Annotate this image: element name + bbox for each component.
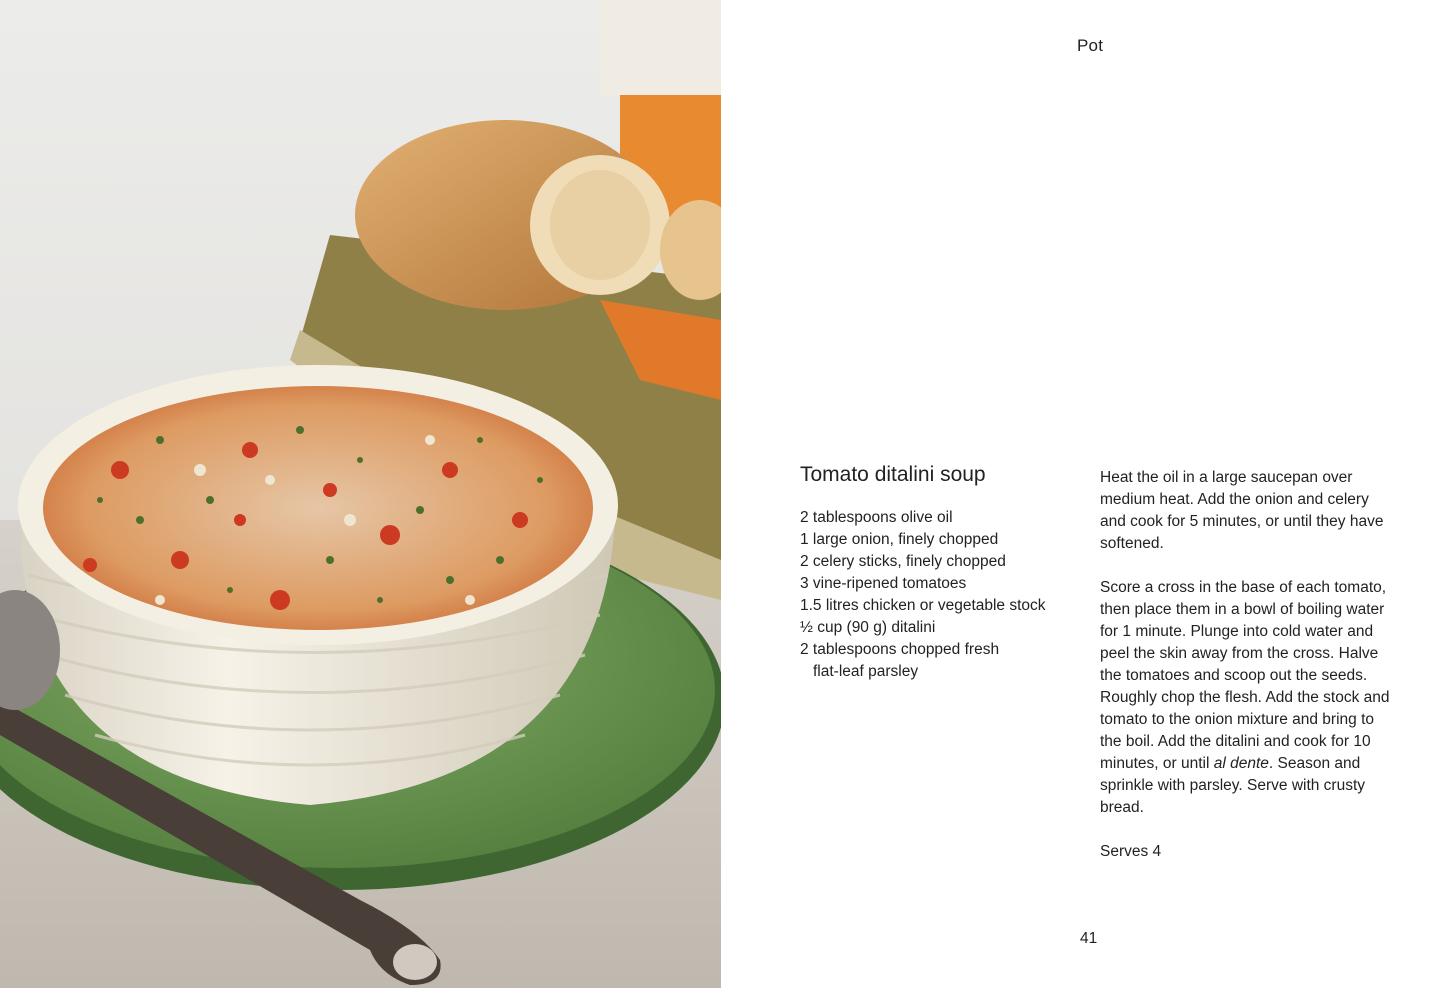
cup: [600, 0, 721, 95]
method-step-1: Heat the oil in a large saucepan over medium heat. Add the onion and celery and cook for 5 minutes, or until they have softened.: [1100, 469, 1384, 552]
section-header: Pot: [1077, 36, 1104, 55]
ingredient-item: 1 large onion, finely chopped: [800, 531, 999, 548]
method-step-2: [1100, 577, 1390, 819]
ingredient-item: 2 celery sticks, finely chopped: [800, 553, 1006, 570]
food-photo: [0, 0, 721, 988]
ingredient-item: 2 tablespoons chopped fresh: [800, 641, 1000, 658]
recipe-title: Tomato ditalini soup: [800, 463, 986, 486]
ingredient-item: 1.5 litres chicken or vegetable stock: [800, 597, 1046, 614]
method-step-2-text-end: . Season and sprinkle with parsley. Serve with crusty bread.: [1100, 755, 1366, 816]
soup: [43, 386, 593, 630]
ingredient-item: 3 vine-ripened tomatoes: [800, 575, 967, 592]
ingredient-list: [800, 507, 1080, 683]
ingredient-item: ½ cup (90 g) ditalini: [800, 619, 936, 636]
method-step-2-italic: al dente: [1213, 755, 1269, 772]
recipe-page: [721, 0, 1445, 988]
method-section: [1100, 467, 1390, 885]
serves-note: Serves 4: [1100, 843, 1162, 860]
method-step-2-text: Score a cross in the base of each tomato, then place them in a bowl of boiling water for 1 minute. Plunge into cold water and peel the skin away from the cross. Halve the tomatoes and scoop out the seeds. Roughly chop the flesh. Add the stock and tomato to the onion mixture and bring to the boil. Add the ditalini and cook for 10 minutes, or until: [1100, 579, 1390, 772]
soup-bowl-illustration: [0, 0, 721, 988]
ingredient-item: 2 tablespoons olive oil: [800, 509, 953, 526]
ingredient-item-continuation: flat-leaf parsley: [813, 663, 919, 680]
page-number: 41: [1080, 930, 1098, 947]
